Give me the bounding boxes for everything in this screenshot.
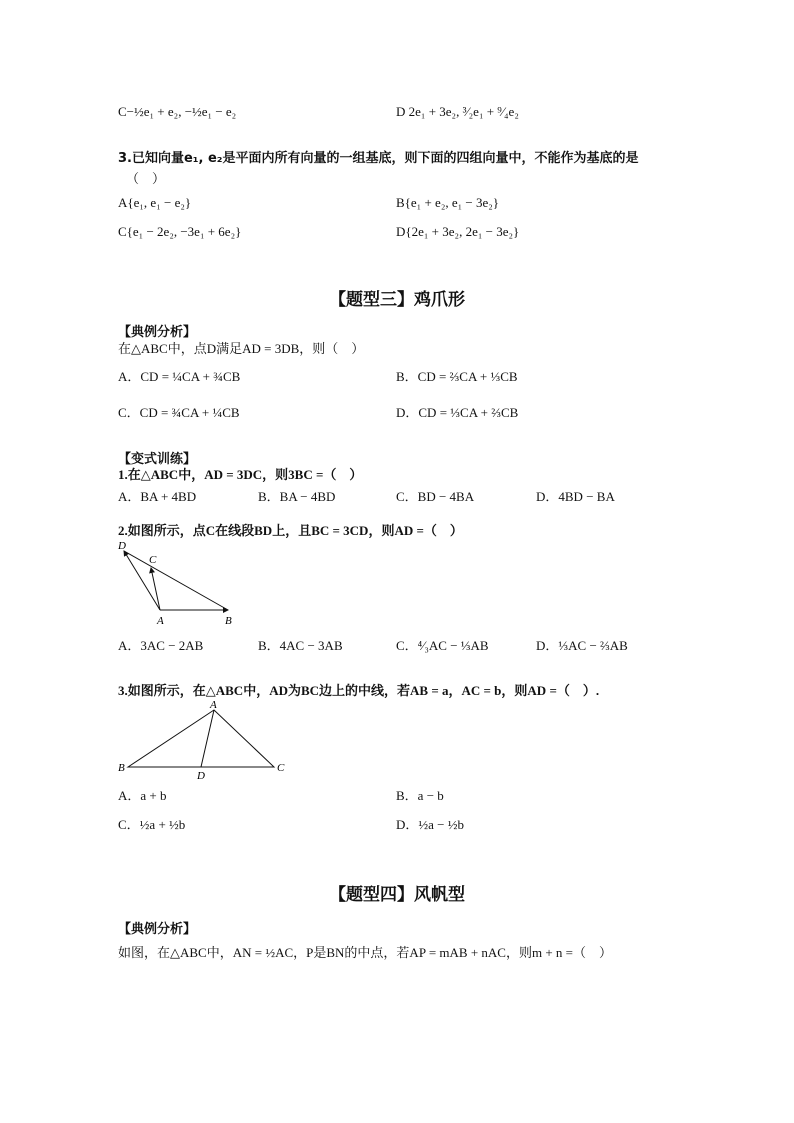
practice-q1-option-b: B．BA − 4BD <box>258 489 336 504</box>
practice-q1-option-a: A．BA + 4BD <box>118 489 197 504</box>
practice-q2-option-d: D．⅓AC − ⅔AB <box>536 638 628 653</box>
example-option-b: B．CD = ⅔CA + ⅓CB <box>396 369 518 384</box>
practice-q3-option-c: C．½a + ½b <box>118 817 186 832</box>
practice-q2-option-a: A．3AC − 2AB <box>118 638 204 653</box>
option-c: C{e₁ − 2e₂, −3e₁ + 6e₂} <box>118 224 242 239</box>
label-b: B <box>118 762 125 774</box>
practice-q1-option-d: D．4BD − BA <box>536 489 615 504</box>
label-d: D <box>197 770 205 782</box>
section-title: 【题型三】鸡爪形 <box>329 290 465 310</box>
option-a: A{e₁, e₁ − e₂} <box>118 195 192 210</box>
figure-triangle-q2 <box>112 538 242 630</box>
vector-ac <box>151 568 160 610</box>
figure-triangle-q3 <box>114 699 294 783</box>
label-d: D <box>118 540 126 552</box>
example-option-d: D．CD = ⅓CA + ⅔CB <box>396 405 519 420</box>
practice-q1-stem: 1.在△ABC中，AD = 3DC，则3BC =（ ） <box>118 467 363 482</box>
triangle-abc <box>128 710 274 767</box>
example-header-4: 【典例分析】 <box>118 922 197 937</box>
example-stem: 在△ABC中，点D满足AD = 3DB，则（ ） <box>118 341 365 356</box>
practice-q2-stem: 2.如图所示，点C在线段BD上，且BC = 3CD，则AD =（ ） <box>118 523 463 538</box>
practice-q2-option-b: B．4AC − 3AB <box>258 638 343 653</box>
question-stem: 3.已知向量e₁, e₂是平面内所有向量的一组基底，则下面的四组向量中，不能作为基底的是 <box>118 151 639 166</box>
label-c: C <box>277 762 285 774</box>
label-a: A <box>157 615 164 627</box>
practice-header: 【变式训练】 <box>118 452 197 467</box>
practice-q3-option-a: A．a + b <box>118 788 167 803</box>
option-b: B{e₁ + e₂, e₁ − 3e₂} <box>396 195 500 210</box>
example-option-a: A．CD = ¼CA + ¾CB <box>118 369 241 384</box>
example-header: 【典例分析】 <box>118 325 197 340</box>
option-d-prev: D 2e₁ + 3e₂, ³⁄₂e₁ + ⁹⁄₄e₂ <box>396 104 519 119</box>
practice-q2-option-c: C．⁴⁄₃AC − ⅓AB <box>396 638 489 653</box>
practice-q3-option-d: D．½a − ½b <box>396 817 464 832</box>
segment-db <box>124 551 228 610</box>
practice-q3-stem: 3.如图所示，在△ABC中，AD为BC边上的中线，若AB = a，AC = b，则AD =（ ）. <box>118 683 600 698</box>
label-b: B <box>225 615 232 627</box>
practice-q1-option-c: C．BD − 4BA <box>396 489 475 504</box>
option-c-prev: C−½e₁ + e₂, −½e₁ − e₂ <box>118 104 237 119</box>
practice-q3-option-b: B．a − b <box>396 788 444 803</box>
example-stem-4: 如图，在△ABC中，AN = ½AC，P是BN的中点，若AP = mAB + nAC，则m + n =（ ） <box>118 945 612 960</box>
label-c: C <box>149 554 157 566</box>
option-d: D{2e₁ + 3e₂, 2e₁ − 3e₂} <box>396 224 520 239</box>
answer-paren: （ ） <box>126 171 166 186</box>
median-ad <box>201 710 214 767</box>
section-title-4: 【题型四】风帆型 <box>329 885 465 905</box>
example-option-c: C．CD = ¾CA + ¼CB <box>118 405 240 420</box>
label-a: A <box>210 699 217 711</box>
